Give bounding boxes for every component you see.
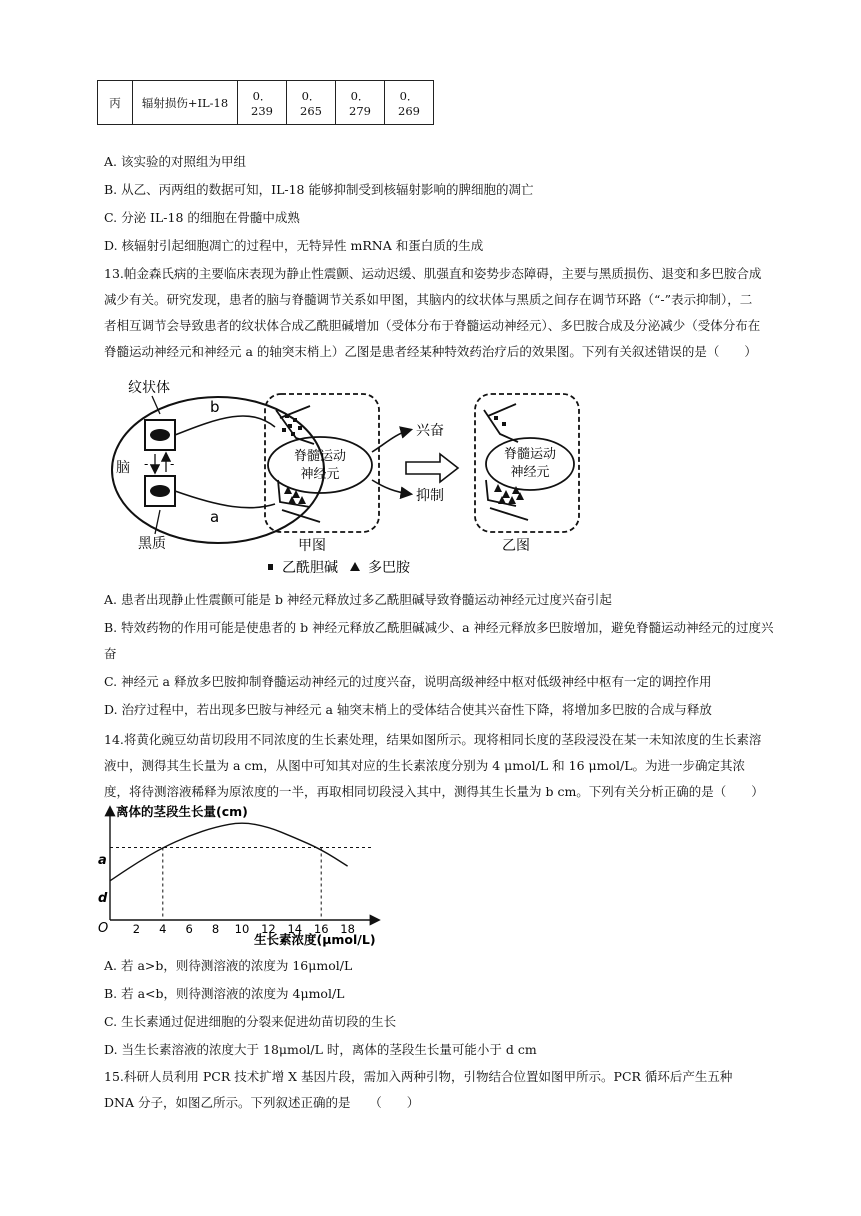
svg-text:-: - — [170, 457, 175, 471]
brain-label: 脑 — [116, 460, 130, 476]
x-tick-label: 18 — [340, 922, 355, 936]
spinal-neuron-label-2: 神经元 — [300, 467, 340, 482]
q13-option-b-cont: 奋 — [104, 646, 117, 661]
table-cell: 0．265 — [287, 81, 336, 125]
y-tick-a: a — [98, 853, 107, 868]
striatum-label: 纹状体 — [128, 380, 170, 396]
figure-jia-caption: 甲图 — [298, 538, 326, 554]
growth-curve — [110, 823, 348, 881]
q12-option-b: B. 从乙、丙两组的数据可知，IL-18 能够抑制受到核辐射影响的脾细胞的凋亡 — [104, 182, 534, 197]
y-tick-d: d — [98, 891, 108, 906]
q13-stem: 13.帕金森氏病的主要临床表现为静止性震颤、运动迟缓、肌强直和姿势步态障碍，主要与黑质损伤、退变和多巴胺合成减少有关。研究发现，患者的脑与脊髓调节关系如甲图，其脑内的纹状体与黑质之间存在调节环路（“-”表示抑制），二者相互调节会导致患者的纹状体合成乙酰胆碱增加（受体分布于脊髓运动神经元）、多巴胺合成及分泌减少（受体分布在脊髓运动神经元和神经元 a 的轴突末梢上）乙图是患者经某种特效药治疗后的效果图。下列有关叙述错误的是（ ） — [104, 266, 762, 359]
q13-option-a: A. 患者出现静止性震颤可能是 b 神经元释放过多乙酰胆碱导致脊髓运动神经元过度兴奋引起 — [104, 592, 612, 607]
q13-option-c: C. 神经元 a 释放多巴胺抑制脊髓运动神经元的过度兴奋，说明高级神经中枢对低级神经中枢有一定的调控作用 — [104, 674, 712, 689]
q14-option-d: D. 当生长素溶液的浓度大于 18μmol/L 时，离体的茎段生长量可能小于 d cm — [104, 1042, 537, 1057]
q14-stem: 14.将黄化豌豆幼苗切段用不同浓度的生长素处理，结果如图所示。现将相同长度的茎段浸没在某一未知浓度的生长素溶液中，测得其生长量为 a cm，从图中可知其对应的生长素浓度分别为 4 μmol/L 和 16 μmol/L。为进一步确定其浓度，将待测溶液稀释为原浓度的一半，再取相同切段浸入其中，测得其生长量为 b cm。下列有关分析正确的是（ ） — [104, 732, 764, 799]
y-axis-label: 离体的茎段生长量(cm) — [116, 804, 248, 819]
table-row — [98, 81, 434, 125]
q12-option-c: C. 分泌 IL-18 的细胞在骨髓中成熟 — [104, 210, 300, 225]
excite-label: 兴奋 — [416, 423, 444, 439]
x-tick-label: 16 — [313, 922, 329, 936]
table-cell: 0．279 — [336, 81, 385, 125]
data-table — [97, 80, 434, 125]
legend-dopamine: 多巴胺 — [368, 560, 410, 576]
x-tick-label: 2 — [132, 922, 141, 936]
x-tick-label: 10 — [234, 922, 250, 936]
svg-text:-: - — [144, 457, 149, 471]
dopamine-legend-icon — [350, 562, 360, 571]
table-cell: 辐射损伤+IL-18 — [133, 81, 238, 125]
q15-stem: 15.科研人员利用 PCR 技术扩增 X 基因片段，需加入两种引物，引物结合位置如图甲所示。PCR 循环后产生五种 DNA 分子，如图乙所示。下列叙述正确的是 （ ） — [104, 1069, 733, 1110]
table-cell: 0．269 — [385, 81, 434, 125]
svg-text:神经元: 神经元 — [510, 465, 550, 480]
q14-option-a: A. 若 a>b，则待测溶液的浓度为 16μmol/L — [104, 958, 353, 973]
figure-yi-caption: 乙图 — [502, 538, 530, 554]
x-tick-label: 4 — [159, 922, 167, 936]
ach-legend-icon — [268, 564, 273, 570]
x-tick-label: 14 — [287, 922, 303, 936]
origin-label: O — [98, 921, 109, 936]
table-cell: 0．239 — [238, 81, 287, 125]
q12-option-d: D. 核辐射引起细胞凋亡的过程中，无特异性 mRNA 和蛋白质的生成 — [104, 238, 484, 253]
table-cell: 丙 — [98, 81, 133, 125]
neuron-b-label: b — [210, 398, 220, 416]
neuron-a-label: a — [210, 508, 220, 526]
q13-option-d: D. 治疗过程中，若出现多巴胺与神经元 a 轴突末梢上的受体结合使其兴奋性下降，将增加多巴胺的合成与释放 — [104, 702, 712, 717]
q14-option-b: B. 若 a<b，则待测溶液的浓度为 4μmol/L — [104, 986, 345, 1001]
q13-option-b: B. 特效药物的作用可能是使患者的 b 神经元释放乙酰胆碱减少、a 神经元释放多巴胺增加，避免脊髓运动神经元的过度兴 — [104, 620, 774, 635]
x-tick-label: 8 — [211, 922, 220, 936]
spinal-neuron-label-1: 脊髓运动 — [293, 449, 347, 464]
x-tick-label: 12 — [261, 922, 276, 936]
neural-circuit-figure — [110, 372, 600, 582]
q12-option-a: A. 该实验的对照组为甲组 — [104, 154, 246, 169]
x-tick-label: 6 — [185, 922, 193, 936]
x-axis-label: 生长素浓度(μmol/L) — [254, 932, 376, 947]
growth-chart — [96, 802, 396, 952]
substantia-label: 黑质 — [138, 536, 166, 552]
svg-text:脊髓运动: 脊髓运动 — [503, 447, 557, 462]
inhibit-label: 抑制 — [416, 488, 444, 504]
legend-ach: 乙酰胆碱 — [282, 560, 338, 576]
q14-option-c: C. 生长素通过促进细胞的分裂来促进幼苗切段的生长 — [104, 1014, 397, 1029]
